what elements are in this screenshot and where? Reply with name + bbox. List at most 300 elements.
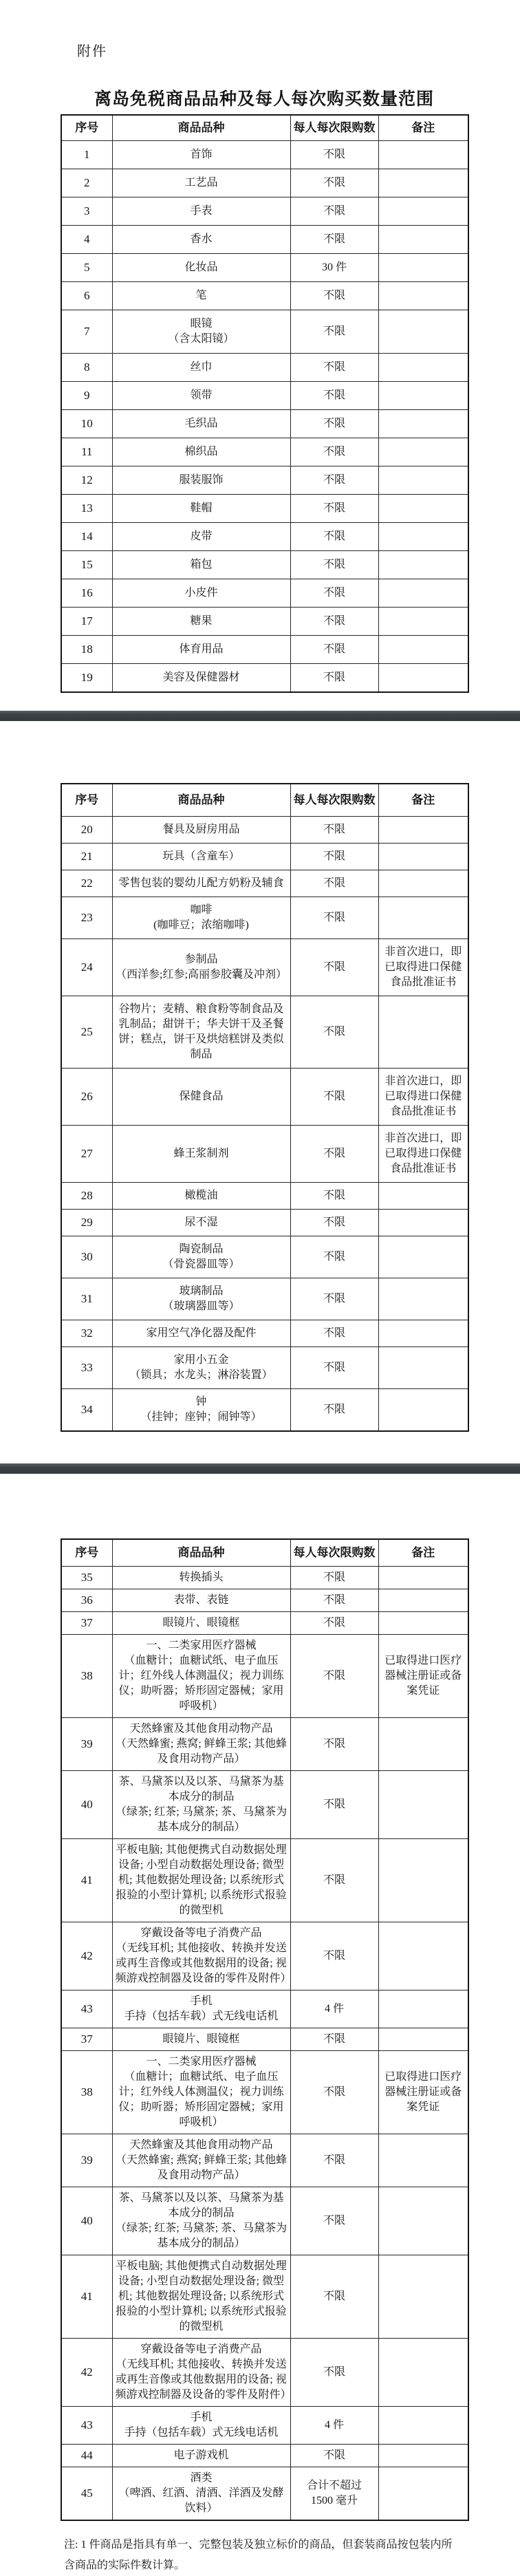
cell-remark xyxy=(378,1278,468,1320)
cell-limit xyxy=(290,1069,378,1126)
cell-index: 38 xyxy=(61,2051,112,2134)
cell-line: 4 件 xyxy=(324,2419,344,2431)
header-row xyxy=(61,115,468,141)
cell-line: （锁具；水龙头；淋浴装置） xyxy=(129,1369,273,1381)
cell-index: 22 xyxy=(61,870,112,897)
cell-product xyxy=(112,1718,290,1771)
cell-remark xyxy=(378,1612,468,1635)
cell-index: 41 xyxy=(61,2255,112,2339)
table-head xyxy=(61,784,468,817)
table-row xyxy=(61,169,468,197)
table-row xyxy=(61,2134,468,2187)
cell-line: 不限 xyxy=(323,1362,345,1373)
cell-product xyxy=(112,282,290,310)
cell-line: 一、二类家用医疗器械 xyxy=(146,1640,257,1651)
cell-index: 34 xyxy=(61,1389,112,1432)
cell-product xyxy=(112,996,290,1069)
cell-line: 30 件 xyxy=(321,261,347,273)
cell-line: （挂钟；座钟；闹钟等） xyxy=(140,1411,262,1423)
cell-line: 不限 xyxy=(323,1026,345,1038)
table-row xyxy=(61,282,468,310)
cell-product xyxy=(112,939,290,996)
cell-limit xyxy=(290,897,378,939)
products-table-3 xyxy=(61,1538,469,2521)
cell-remark xyxy=(378,2028,468,2051)
cell-product xyxy=(112,1278,290,1320)
cell-line: 咖啡 xyxy=(190,904,213,916)
products-table-1 xyxy=(61,114,469,693)
cell-index: 43 xyxy=(61,2407,112,2445)
cell-limit xyxy=(290,2407,378,2445)
cell-line: 茶、马黛茶以及以茶、马黛茶为基本成分的制品 xyxy=(118,2192,284,2219)
table-row xyxy=(61,310,468,354)
cell-line: 茶、马黛茶以及以茶、马黛茶为基本成分的制品 xyxy=(118,1776,284,1803)
cell-line: 棉织品 xyxy=(184,446,218,458)
table-row xyxy=(61,1718,468,1771)
cell-line: 不限 xyxy=(323,2086,345,2098)
cell-line: 工艺品 xyxy=(184,177,218,189)
cell-line: 手机 xyxy=(190,2412,213,2423)
table-row xyxy=(61,608,468,636)
cell-product xyxy=(112,2255,290,2339)
cell-index: 35 xyxy=(61,1567,112,1589)
cell-line: 手持（包括车载）式无线电话机 xyxy=(124,2427,279,2438)
cell-line: 不限 xyxy=(323,1799,345,1810)
cell-remark xyxy=(378,1210,468,1236)
cell-product xyxy=(112,1771,290,1839)
cell-limit xyxy=(290,282,378,310)
table-row xyxy=(61,197,468,226)
cell-index: 15 xyxy=(61,551,112,579)
cell-product xyxy=(112,1635,290,1718)
cell-line: 体育用品 xyxy=(179,643,224,655)
cell-line: 不限 xyxy=(323,1091,345,1102)
cell-remark xyxy=(378,197,468,226)
cell-line: 美容及保健器材 xyxy=(162,672,240,683)
cell-line: 眼镜片、眼镜框 xyxy=(162,2033,240,2045)
cell-index: 28 xyxy=(61,1183,112,1210)
cell-product xyxy=(112,523,290,551)
cell-limit xyxy=(290,310,378,354)
cell-remark xyxy=(378,382,468,410)
table-row xyxy=(61,817,468,844)
col-header-remark: 备注 xyxy=(378,784,468,817)
cell-product xyxy=(112,1126,290,1183)
cell-line: 不限 xyxy=(323,2215,345,2226)
cell-remark xyxy=(378,1347,468,1389)
table-row xyxy=(61,1389,468,1432)
cell-product xyxy=(112,2445,290,2467)
cell-line: 蜂王浆制剂 xyxy=(173,1148,229,1159)
cell-remark xyxy=(378,310,468,354)
cell-remark xyxy=(378,939,468,996)
cell-line: 不限 xyxy=(323,1251,345,1263)
table-row xyxy=(61,495,468,523)
cell-product xyxy=(112,1567,290,1589)
cell-line: 零售包装的婴幼儿配方奶粉及辅食 xyxy=(118,877,284,889)
page-1 xyxy=(0,0,520,711)
cell-line: 不限 xyxy=(323,1293,345,1305)
cell-product xyxy=(112,1589,290,1612)
cell-line: 毛织品 xyxy=(184,418,218,429)
cell-product xyxy=(112,844,290,870)
cell-remark xyxy=(378,1589,468,1612)
cell-remark xyxy=(378,1320,468,1347)
cell-line: 不限 xyxy=(323,446,345,458)
cell-product xyxy=(112,2339,290,2407)
cell-index: 17 xyxy=(61,608,112,636)
cell-product xyxy=(112,817,290,844)
table-row xyxy=(61,438,468,466)
cell-line: 不限 xyxy=(323,389,345,401)
cell-limit xyxy=(290,1320,378,1347)
table-row xyxy=(61,254,468,282)
header-row xyxy=(61,1539,468,1567)
cell-remark xyxy=(378,1635,468,1718)
table-row xyxy=(61,870,468,897)
cell-line: 玻璃制品 xyxy=(179,1285,224,1297)
cell-line: (咖啡豆；浓缩咖啡) xyxy=(153,919,249,931)
cell-index: 7 xyxy=(61,310,112,354)
cell-product xyxy=(112,141,290,169)
footnote: 注: 1 件商品是指具有单一、完整包装及独立标价的商品，但套装商品按包装内所含商品的实际件数计算。 xyxy=(64,2539,453,2571)
cell-remark xyxy=(378,169,468,197)
table-row xyxy=(61,2051,468,2134)
cell-limit xyxy=(290,551,378,579)
cell-line: 手持（包括车载）式无线电话机 xyxy=(124,2010,279,2022)
cell-line: 眼镜 xyxy=(190,318,213,330)
cell-limit xyxy=(290,844,378,870)
cell-line: 不限 xyxy=(323,530,345,542)
cell-line: 天然蜂蜜及其他食用动物产品 xyxy=(129,2139,273,2151)
cell-index: 42 xyxy=(61,2339,112,2407)
cell-line: 电子游戏机 xyxy=(173,2449,229,2461)
cell-limit xyxy=(290,1990,378,2028)
cell-product xyxy=(112,608,290,636)
cell-line: 不限 xyxy=(323,1594,345,1606)
col-header-product: 商品品种 xyxy=(112,1539,290,1567)
cell-index: 37 xyxy=(61,1612,112,1635)
cell-line: （啤酒、红酒、清酒、洋酒及发酵饮料） xyxy=(118,2487,284,2514)
cell-limit xyxy=(290,226,378,254)
cell-product xyxy=(112,636,290,664)
cell-limit xyxy=(290,939,378,996)
cell-line: 箱包 xyxy=(190,559,213,570)
table-row xyxy=(61,1922,468,1990)
cell-index: 27 xyxy=(61,1126,112,1183)
table-row xyxy=(61,523,468,551)
table-row xyxy=(61,141,468,169)
cell-product xyxy=(112,438,290,466)
cell-line: 平板电脑; 其他便携式自动数据处理设备; 小型自动数据处理设备; 微型机; 其他数据处理设备; 以系统形式报验的小型计算机; 以系统形式报验的微型机 xyxy=(116,1844,287,1916)
cell-remark xyxy=(378,2134,468,2187)
cell-line: 不限 xyxy=(323,2366,345,2378)
cell-line: 皮带 xyxy=(190,530,213,542)
table-row xyxy=(61,2445,468,2467)
cell-product xyxy=(112,551,290,579)
cell-line: 不限 xyxy=(323,325,345,337)
cell-limit xyxy=(290,1183,378,1210)
cell-limit xyxy=(290,495,378,523)
table-row xyxy=(61,2407,468,2445)
cell-remark xyxy=(378,1069,468,1126)
cell-product xyxy=(112,1922,290,1990)
cell-line: （骨瓷器皿等） xyxy=(162,1258,240,1270)
cell-line: （血糖计；血糖试纸、电子血压计；红外线人体测温仪；视力训练仪；助听器；矫形固定器械；家用呼吸机） xyxy=(118,2071,284,2128)
cell-product xyxy=(112,664,290,693)
table-row xyxy=(61,2187,468,2255)
cell-index: 36 xyxy=(61,1589,112,1612)
cell-line: 小皮件 xyxy=(184,587,218,599)
cell-line: 不限 xyxy=(323,1404,345,1415)
cell-limit xyxy=(290,1347,378,1389)
cell-index: 12 xyxy=(61,466,112,495)
table-body xyxy=(61,1567,468,2521)
table-row xyxy=(61,354,468,382)
cell-product xyxy=(112,466,290,495)
cell-limit xyxy=(290,1839,378,1922)
cell-limit xyxy=(290,1236,378,1278)
cell-line: 不限 xyxy=(323,824,345,835)
cell-line: 手表 xyxy=(190,205,213,217)
cell-line: 糖果 xyxy=(190,615,213,627)
cell-remark xyxy=(378,2255,468,2339)
cell-line: 化妆品 xyxy=(184,261,218,273)
cell-product xyxy=(112,169,290,197)
cell-product xyxy=(112,410,290,438)
table-row xyxy=(61,2028,468,2051)
cell-remark xyxy=(378,551,468,579)
cell-product xyxy=(112,254,290,282)
table-body xyxy=(61,141,468,693)
cell-remark xyxy=(378,2467,468,2521)
cell-limit xyxy=(290,2028,378,2051)
cell-line: 鞋帽 xyxy=(190,502,213,514)
cell-index: 43 xyxy=(61,1990,112,2028)
table-row xyxy=(61,1278,468,1320)
cell-remark xyxy=(378,636,468,664)
cell-line: 不限 xyxy=(323,1670,345,1682)
cell-limit xyxy=(290,1567,378,1589)
cell-limit xyxy=(290,466,378,495)
cell-line: 不限 xyxy=(323,177,345,189)
cell-line: 不限 xyxy=(323,643,345,655)
cell-line: 陶瓷制品 xyxy=(179,1243,224,1255)
cell-product xyxy=(112,1347,290,1389)
cell-limit xyxy=(290,523,378,551)
table-row xyxy=(61,410,468,438)
cell-line: 不限 xyxy=(323,1216,345,1228)
cell-product xyxy=(112,1839,290,1922)
cell-remark xyxy=(378,1183,468,1210)
cell-product xyxy=(112,2134,290,2187)
cell-line: 保健食品 xyxy=(179,1091,224,1102)
table-head xyxy=(61,1539,468,1567)
page-break-1 xyxy=(0,711,520,721)
col-header-remark: 备注 xyxy=(378,115,468,141)
cell-line: 平板电脑; 其他便携式自动数据处理设备; 小型自动数据处理设备; 微型机; 其他数据处理设备; 以系统形式报验的小型计算机; 以系统形式报验的微型机 xyxy=(116,2260,287,2332)
cell-limit xyxy=(290,1922,378,1990)
table-row xyxy=(61,1320,468,1347)
cell-line: （天然蜂蜜; 燕窝; 鲜蜂王浆; 其他蜂及食用动物产品） xyxy=(115,1738,288,1765)
cell-line: 笔 xyxy=(195,290,207,301)
cell-line: 非首次进口，即已取得进口保健食品批准证书 xyxy=(384,1075,462,1117)
cell-line: 丝巾 xyxy=(190,361,213,373)
cell-remark xyxy=(378,1718,468,1771)
cell-line: 不限 xyxy=(323,1738,345,1750)
cell-limit xyxy=(290,1612,378,1635)
col-header-limit: 每人每次限购数 xyxy=(290,115,378,141)
cell-line: 1500 毫升 xyxy=(310,2495,358,2507)
table-row xyxy=(61,1990,468,2028)
cell-line: 参制品 xyxy=(184,954,218,965)
cell-product xyxy=(112,310,290,354)
cell-remark xyxy=(378,870,468,897)
cell-product xyxy=(112,197,290,226)
cell-line: 家用空气净化器及配件 xyxy=(146,1327,257,1339)
cell-line: 不限 xyxy=(323,2154,345,2166)
table-row xyxy=(61,1771,468,1839)
page-3 xyxy=(0,1474,520,2574)
cell-index: 39 xyxy=(61,2134,112,2187)
cell-line: （天然蜂蜜; 燕窝; 鲜蜂王浆; 其他蜂及食用动物产品） xyxy=(115,2154,288,2181)
col-header-index: 序号 xyxy=(61,115,112,141)
table-head xyxy=(61,115,468,141)
cell-index: 40 xyxy=(61,2187,112,2255)
cell-line: 不限 xyxy=(323,912,345,923)
cell-line: 天然蜂蜜及其他食用动物产品 xyxy=(129,1723,273,1735)
cell-limit xyxy=(290,2187,378,2255)
cell-line: （含太阳镜） xyxy=(168,333,235,345)
cell-line: 不限 xyxy=(323,559,345,570)
cell-remark xyxy=(378,226,468,254)
cell-index: 18 xyxy=(61,636,112,664)
cell-index: 9 xyxy=(61,382,112,410)
cell-limit xyxy=(290,579,378,608)
cell-limit xyxy=(290,2134,378,2187)
cell-line: 穿戴设备等电子消费产品 xyxy=(140,1927,262,1939)
cell-index: 11 xyxy=(61,438,112,466)
cell-line: 非首次进口，即已取得进口保健食品批准证书 xyxy=(384,1133,462,1174)
cell-remark xyxy=(378,2339,468,2407)
cell-line: 不限 xyxy=(323,1874,345,1886)
cell-line: 不限 xyxy=(323,233,345,245)
cell-limit xyxy=(290,664,378,693)
cell-product xyxy=(112,1990,290,2028)
table-row xyxy=(61,636,468,664)
table-row xyxy=(61,664,468,693)
cell-index: 31 xyxy=(61,1278,112,1320)
table-row xyxy=(61,2467,468,2521)
cell-line: 不限 xyxy=(323,1571,345,1583)
cell-index: 23 xyxy=(61,897,112,939)
cell-index: 38 xyxy=(61,1635,112,1718)
cell-line: 不限 xyxy=(323,1950,345,1962)
cell-index: 5 xyxy=(61,254,112,282)
cell-line: 家用小五金 xyxy=(173,1354,229,1366)
cell-product xyxy=(112,382,290,410)
cell-line: 尿不湿 xyxy=(184,1216,218,1228)
cell-limit xyxy=(290,1635,378,1718)
cell-line: 不限 xyxy=(323,615,345,627)
cell-remark xyxy=(378,1771,468,1839)
table-row xyxy=(61,1567,468,1589)
cell-line: 不限 xyxy=(323,2449,345,2461)
cell-remark xyxy=(378,608,468,636)
cell-product xyxy=(112,354,290,382)
table-row xyxy=(61,1839,468,1922)
table-row xyxy=(61,1236,468,1278)
cell-limit xyxy=(290,2339,378,2407)
cell-remark xyxy=(378,254,468,282)
cell-index: 39 xyxy=(61,1718,112,1771)
table-row xyxy=(61,897,468,939)
cell-line: 钟 xyxy=(195,1396,207,1408)
cell-remark xyxy=(378,495,468,523)
cell-remark xyxy=(378,1126,468,1183)
table-row xyxy=(61,382,468,410)
cell-remark xyxy=(378,817,468,844)
cell-product xyxy=(112,1389,290,1432)
cell-line: （玻璃器皿等） xyxy=(162,1300,240,1312)
cell-line: 已取得进口医疗器械注册证或备案凭证 xyxy=(384,1655,462,1697)
cell-index: 41 xyxy=(61,1839,112,1922)
cell-line: 不限 xyxy=(323,1327,345,1339)
table-row xyxy=(61,996,468,1069)
table-row xyxy=(61,939,468,996)
cell-remark xyxy=(378,354,468,382)
cell-index: 2 xyxy=(61,169,112,197)
cell-limit xyxy=(290,1771,378,1839)
cell-line: 不限 xyxy=(323,361,345,373)
cell-limit xyxy=(290,1126,378,1183)
cell-product xyxy=(112,897,290,939)
cell-line: 服装服饰 xyxy=(179,474,224,486)
cell-line: 表带、表链 xyxy=(173,1594,229,1606)
cell-line: 不限 xyxy=(323,474,345,486)
cell-line: 领带 xyxy=(190,389,213,401)
header-row xyxy=(61,784,468,817)
cell-product xyxy=(112,1236,290,1278)
table-row xyxy=(61,1347,468,1389)
cell-line: 橄榄油 xyxy=(184,1190,218,1201)
cell-product xyxy=(112,1069,290,1126)
cell-index: 13 xyxy=(61,495,112,523)
cell-index: 45 xyxy=(61,2467,112,2521)
col-header-limit: 每人每次限购数 xyxy=(290,1539,378,1567)
page-break-2 xyxy=(0,1463,520,1474)
products-table-2 xyxy=(61,783,469,1432)
cell-line: 转换插头 xyxy=(179,1571,224,1583)
cell-remark xyxy=(378,664,468,693)
cell-index: 44 xyxy=(61,2445,112,2467)
table-body xyxy=(61,817,468,1432)
cell-index: 4 xyxy=(61,226,112,254)
cell-line: 不限 xyxy=(323,205,345,217)
table-row xyxy=(61,1069,468,1126)
cell-index: 26 xyxy=(61,1069,112,1126)
cell-line: 不限 xyxy=(323,502,345,514)
cell-line: 谷物片；麦精、粮食粉等制食品及乳制品；甜饼干；华夫饼干及圣餐饼；糕点，饼干及烘焙糕饼及类似制品 xyxy=(118,1003,284,1060)
cell-remark xyxy=(378,1990,468,2028)
cell-index: 10 xyxy=(61,410,112,438)
cell-index: 33 xyxy=(61,1347,112,1389)
cell-remark xyxy=(378,410,468,438)
cell-remark xyxy=(378,1839,468,1922)
cell-line: （无线耳机; 其他接收、转换并发送或再生音像或其他数据用的设备; 视频游戏控制器及设备的零件及附件） xyxy=(115,1942,292,1984)
table-row xyxy=(61,844,468,870)
cell-index: 16 xyxy=(61,579,112,608)
